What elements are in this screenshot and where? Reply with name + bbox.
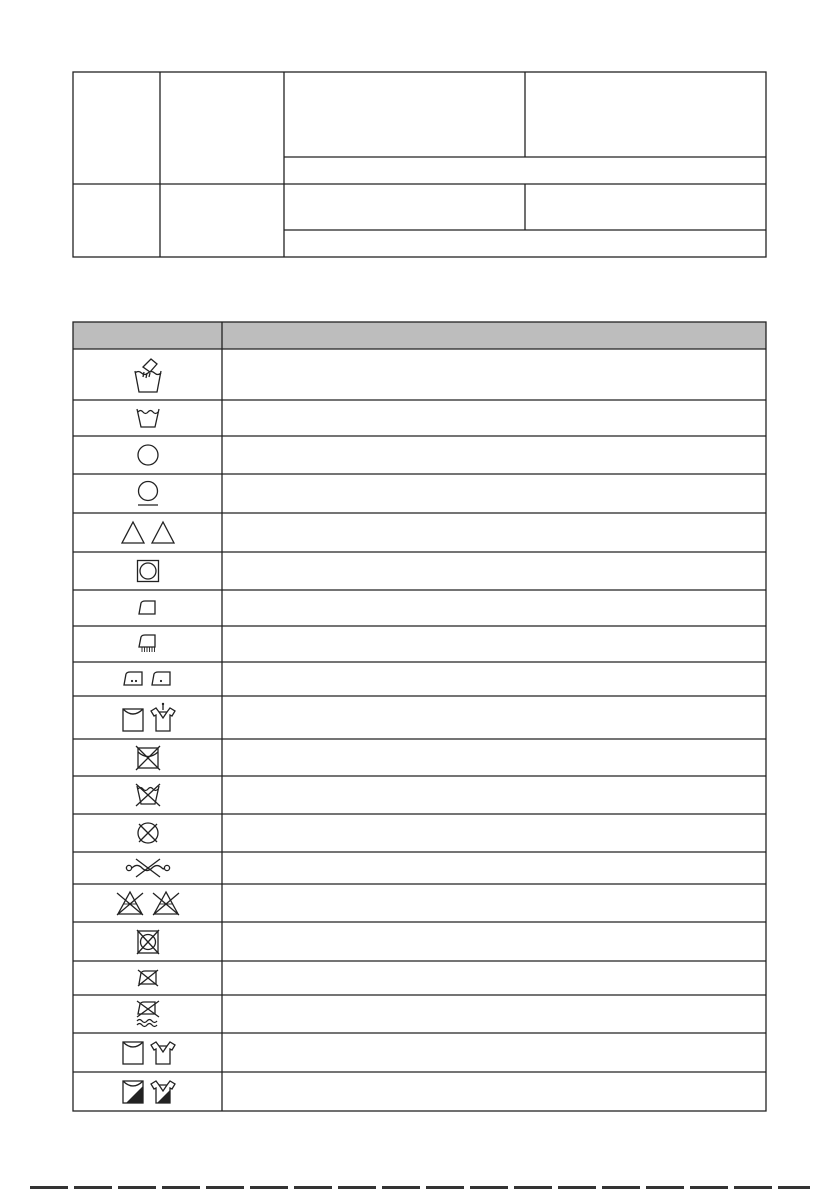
do-not-wash-icon (134, 782, 162, 808)
description-cell (222, 400, 766, 436)
do-not-steam-iron-icon (135, 1000, 161, 1028)
dry-in-shade-icon (121, 1078, 175, 1106)
table-row (73, 590, 222, 626)
do-not-bleach-icon (113, 889, 183, 917)
table-row (73, 696, 222, 739)
table-row (73, 922, 222, 961)
dry-clean-circle-underlined-icon (136, 480, 160, 508)
table-row (73, 884, 222, 922)
do-not-wring-icon (125, 857, 171, 879)
description-cell (222, 626, 766, 662)
description-cell (222, 590, 766, 626)
table-row (73, 961, 222, 995)
table-row (73, 1072, 222, 1111)
table-row (73, 739, 222, 776)
table-row (73, 626, 222, 662)
table-row (73, 995, 222, 1033)
table-row (73, 776, 222, 814)
do-not-dry-clean-icon (135, 820, 161, 846)
bleach-triangles-icon (120, 520, 176, 546)
wash-basin-icon (135, 406, 161, 430)
do-not-tumble-dry-crossed-icon (135, 928, 161, 956)
do-not-tumble-dry-icon (135, 745, 161, 771)
description-cell (222, 1033, 766, 1072)
hand-wash-icon (130, 355, 166, 395)
tumble-dry-icon (136, 559, 160, 583)
description-cell (222, 513, 766, 552)
dry-clean-circle-icon (136, 443, 160, 467)
description-cell (222, 852, 766, 884)
description-column-header (222, 322, 766, 349)
description-cell (222, 552, 766, 590)
description-cell (222, 436, 766, 474)
table-row (73, 552, 222, 590)
table-row (73, 349, 222, 400)
table-row (73, 1033, 222, 1072)
line-dry-and-drip-dry-icon (121, 702, 175, 734)
iron-icon (137, 599, 159, 617)
description-cell (222, 884, 766, 922)
description-cell (222, 474, 766, 513)
description-cell (222, 776, 766, 814)
description-cell (222, 814, 766, 852)
description-cell (222, 961, 766, 995)
description-cell (222, 349, 766, 400)
symbol-column-header (73, 322, 222, 349)
table-row (73, 474, 222, 513)
table-row (73, 662, 222, 696)
table-row (73, 400, 222, 436)
description-cell (222, 662, 766, 696)
description-cell (222, 995, 766, 1033)
page-bottom-edge (30, 1186, 810, 1189)
description-cell (222, 1072, 766, 1111)
do-not-iron-icon (136, 968, 160, 988)
steam-iron-icon (137, 633, 159, 655)
description-cell (222, 739, 766, 776)
dry-flat-icon (121, 1039, 175, 1067)
description-cell (222, 696, 766, 739)
description-cell (222, 922, 766, 961)
table-row (73, 436, 222, 474)
iron-temperature-dots-icon (122, 670, 174, 688)
table-row (73, 814, 222, 852)
table-row (73, 513, 222, 552)
table-row (73, 852, 222, 884)
